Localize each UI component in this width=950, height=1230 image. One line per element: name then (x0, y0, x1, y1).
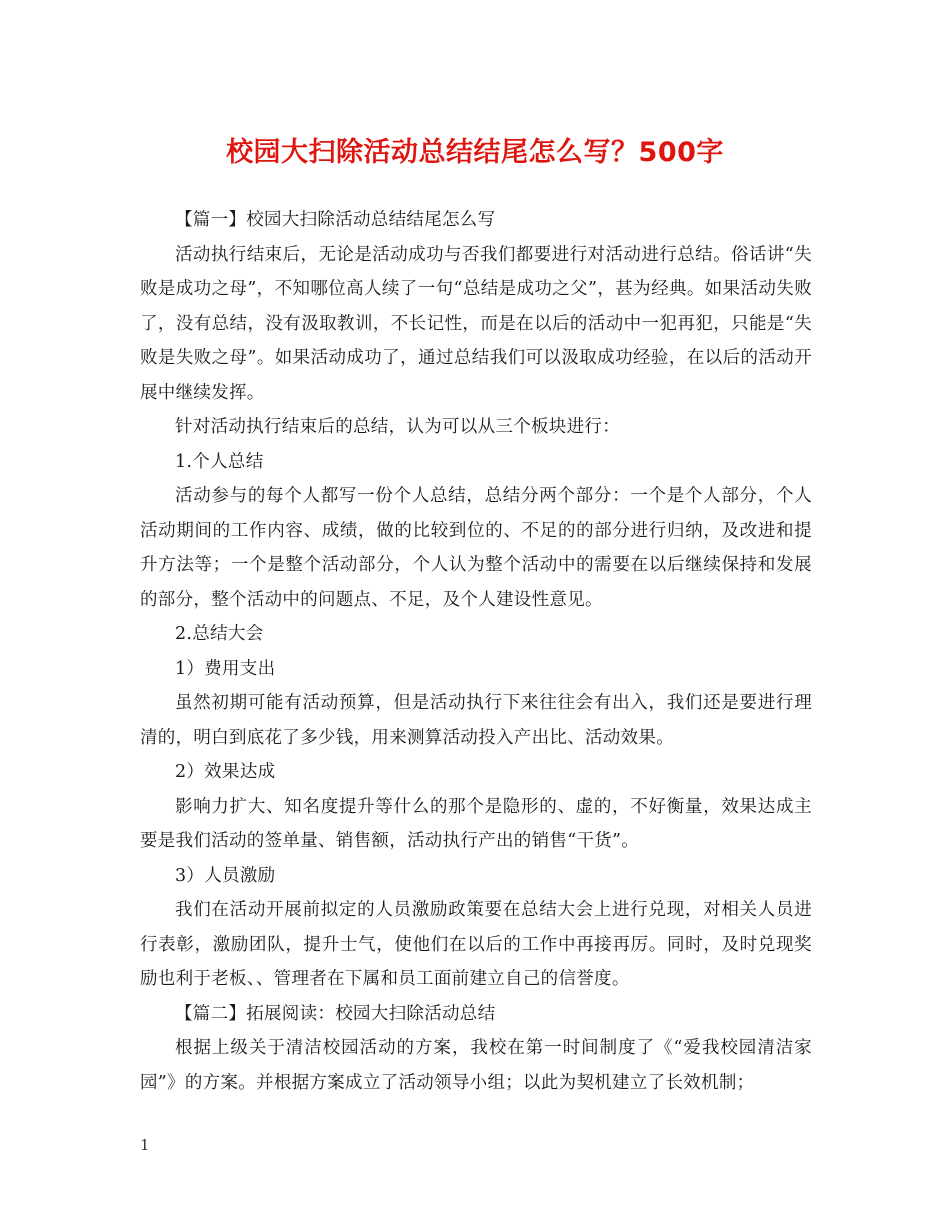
page-number: 1 (140, 1136, 150, 1154)
subheading: 1.个人总结 (175, 451, 264, 472)
subheading: 2.总结大会 (175, 624, 264, 644)
paragraph: 活动参与的每个人都写一份个人总结，总结分两个部分：一个是个人部分，个人活动期间的工作内容、成绩，做的比较到位的、不足的的部分进行归纳，及改进和提升方法等；一个是整个活动部分，个人认为整个活动中的需要在以后继续保持和发展的部分，整个活动中的问题点、不足，及个人建设性意见。 (140, 486, 812, 610)
document-body (140, 203, 812, 1100)
section-heading-2: 【篇二】拓展阅读：校园大扫除活动总结 (175, 1003, 496, 1024)
paragraph: 针对活动执行结束后的总结，认为可以从三个板块进行： (175, 417, 620, 437)
paragraph: 根据上级关于清洁校园活动的方案，我校在第一时间制度了《“爱我校园清洁家园”》的方案。并根据方案成立了活动领导小组；以此为契机建立了长效机制； (140, 1038, 812, 1093)
subheading: 1）费用支出 (175, 658, 276, 679)
subheading: 3）人员激励 (175, 865, 276, 886)
subheading: 2）效果达成 (175, 762, 276, 782)
paragraph: 活动执行结束后，无论是活动成功与否我们都要进行对活动进行总结。俗话讲“失败是成功之母”，不知哪位高人续了一句“总结是成功之父”，甚为经典。如果活动失败了，没有总结，没有汲取教训，不长记性，而是在以后的活动中一犯再犯，只能是“失败是失败之母”。如果活动成功了，通过总结我们可以汲取成功经验，在以后的活动开展中继续发挥。 (140, 244, 812, 403)
paragraph: 影响力扩大、知名度提升等什么的那个是隐形的、虚的，不好衡量，效果达成主要是我们活动的签单量、销售额，活动执行产出的销售“干货”。 (140, 796, 812, 851)
paragraph: 我们在活动开展前拟定的人员激励政策要在总结大会上进行兑现，对相关人员进行表彰，激励团队，提升士气，使他们在以后的工作中再接再厉。同时，及时兑现奖励也利于老板、、管理者在下属和员工面前建立自己的信誉度。 (140, 900, 812, 989)
section-heading-1: 【篇一】校园大扫除活动总结结尾怎么写 (175, 210, 496, 230)
document-title: 校园大扫除活动总结结尾怎么写？500字 (226, 137, 724, 168)
paragraph: 虽然初期可能有活动预算，但是活动执行下来往往会有出入，我们还是要进行理清的，明白到底花了多少钱，用来测算活动投入产出比、活动效果。 (140, 693, 812, 748)
